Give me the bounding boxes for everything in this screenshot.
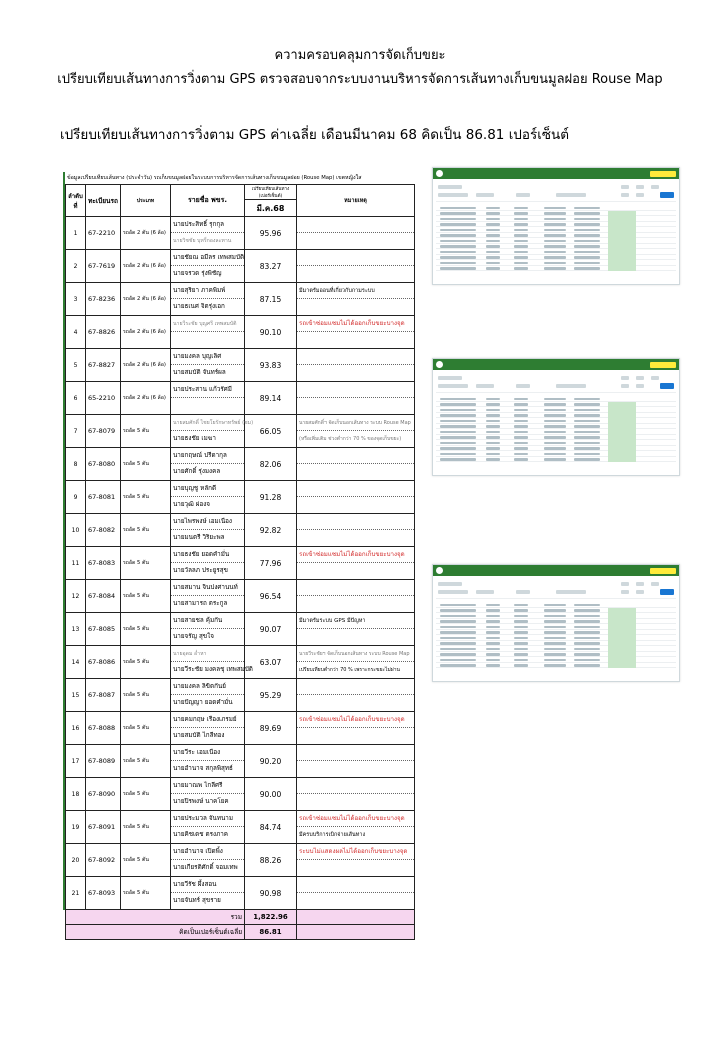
- row-drivers: [171, 250, 245, 283]
- driver-name: นายจรวด รุ่งพิชัญ: [173, 270, 222, 277]
- row-index: 1: [66, 217, 86, 250]
- driver-name: นายชัยณ อมีลร เทพสมบัติ: [171, 250, 244, 266]
- row-note: [297, 679, 415, 712]
- note-line: [297, 728, 414, 744]
- row-registration: 67-8080: [86, 448, 121, 481]
- app-logo-icon: [436, 567, 443, 574]
- row-registration: 67-8826: [86, 316, 121, 349]
- table-row: [66, 646, 415, 679]
- row-type: รถอัด 5 ตัน: [121, 613, 171, 646]
- row-registration: 67-8087: [86, 679, 121, 712]
- note-line: มีครบบริการเบิกจ่ายเส้นทาง: [299, 832, 366, 838]
- driver-name: นายมงคล บุญเลิศ: [171, 349, 244, 365]
- row-note: [297, 580, 415, 613]
- row-registration: 67-8827: [86, 349, 121, 382]
- driver-name: นายประสาน แก้วรัศมี: [171, 382, 244, 398]
- row-percent: 82.06: [245, 448, 297, 481]
- note-line: [297, 464, 414, 480]
- driver-name: นายมงคล ลิขิตกันย์: [171, 679, 244, 695]
- row-index: 21: [66, 877, 86, 910]
- row-type: รถอัด 5 ตัน: [121, 811, 171, 844]
- row-index: 12: [66, 580, 86, 613]
- row-percent: 92.82: [245, 514, 297, 547]
- row-registration: 67-8089: [86, 745, 121, 778]
- note-line: มีมาตรัมออนที่เกี่ยวกับกามระบบ: [297, 283, 414, 299]
- table-row: [66, 217, 415, 250]
- note-line: [297, 695, 414, 711]
- driver-name: [171, 332, 244, 348]
- row-index: 8: [66, 448, 86, 481]
- driver-name: นายคิชเดช ตรงภาค: [173, 831, 228, 838]
- header-note: หมายเหตุ: [297, 185, 415, 217]
- row-drivers: [171, 646, 253, 679]
- note-line: นายสมศักดิ์ฯ จัดเก็บนอกเส้นทาง ระบบ Rouse Map: [297, 415, 414, 431]
- row-type: รถอัด 2 ตัน (6 ล้อ): [121, 316, 171, 349]
- row-type: รถอัด 5 ตัน: [121, 778, 171, 811]
- row-percent: 93.83: [245, 349, 297, 382]
- row-percent: 88.26: [245, 844, 297, 877]
- driver-name: นายกฤษณ์ ปรีดากุล: [171, 448, 244, 464]
- table-row: [66, 679, 415, 712]
- header-registration: ทะเบียนรถ: [86, 185, 121, 217]
- table-row: [66, 613, 415, 646]
- row-drivers: [171, 514, 245, 547]
- header-drivers: รายชื่อ พขร.: [171, 185, 245, 217]
- note-line: [297, 563, 414, 579]
- table-row: [66, 349, 415, 382]
- filter-panel: [436, 182, 676, 202]
- row-registration: 67-8083: [86, 547, 121, 580]
- row-index: 3: [66, 283, 86, 316]
- average-label: คิดเป็นเปอร์เซ็นต์เฉลี่ย: [66, 925, 245, 940]
- user-badge: [650, 171, 676, 177]
- note-line: [297, 349, 414, 365]
- driver-name: นายมาณพ ไกลีศรี: [171, 778, 244, 794]
- note-line: [297, 893, 414, 909]
- header-month: มี.ค.68: [245, 200, 297, 217]
- row-note: [297, 877, 415, 910]
- row-percent: 83.27: [245, 250, 297, 283]
- driver-name: นายปัญญา ยอดคำมั่น: [173, 699, 233, 706]
- note-line: [297, 629, 414, 645]
- row-percent: 90.10: [245, 316, 297, 349]
- row-note: [297, 217, 415, 250]
- driver-name: นายสมศักดิ์ ไชยโยรักษาทรัพย์ (ชม): [171, 415, 244, 431]
- note-line: [297, 794, 414, 810]
- row-percent: 95.96: [245, 217, 297, 250]
- average-value: 86.81: [245, 925, 297, 940]
- search-button[interactable]: [660, 192, 674, 198]
- row-note: [297, 712, 415, 745]
- note-line: [297, 530, 414, 546]
- row-type: รถอัด 5 ตัน: [121, 745, 171, 778]
- row-type: รถอัด 5 ตัน: [121, 679, 171, 712]
- app-logo-icon: [436, 170, 443, 177]
- row-drivers: [171, 745, 245, 778]
- driver-name: นายสมบัติ ไกลีทอง: [173, 732, 225, 739]
- table-row: [66, 448, 415, 481]
- row-percent: 96.54: [245, 580, 297, 613]
- route-table: [436, 602, 676, 668]
- user-badge: [650, 362, 676, 368]
- driver-name: นายประมวล จันทนาม: [171, 811, 244, 827]
- filter-panel: [436, 579, 676, 599]
- row-type: รถอัด 5 ตัน: [121, 448, 171, 481]
- driver-name: นายสุริยา ภาคพิมพ์: [171, 283, 244, 299]
- row-index: 5: [66, 349, 86, 382]
- row-index: 11: [66, 547, 86, 580]
- row-percent: 84.74: [245, 811, 297, 844]
- row-index: 19: [66, 811, 86, 844]
- search-button[interactable]: [660, 383, 674, 389]
- row-type: รถอัด 2 ตัน (6 ล้อ): [121, 382, 171, 415]
- row-drivers: [171, 547, 245, 580]
- driver-name: นายวิชชัย บุหรี่กองละทาน: [173, 238, 232, 244]
- header-index: ลำดับที่: [66, 185, 86, 217]
- comparison-table-panel: [63, 172, 414, 936]
- row-index: 6: [66, 382, 86, 415]
- note-line: [297, 761, 414, 777]
- note-line: [297, 497, 414, 513]
- table-row: [66, 712, 415, 745]
- table-row: [66, 481, 415, 514]
- table-row: [66, 547, 415, 580]
- row-percent: 90.98: [245, 877, 297, 910]
- row-index: 7: [66, 415, 86, 448]
- row-percent: 89.14: [245, 382, 297, 415]
- row-percent: 63.07: [245, 646, 297, 679]
- row-type: รถอัด 5 ตัน: [121, 712, 171, 745]
- average-row: [66, 925, 415, 940]
- driver-name: นายธเนศ จิตรุ่งเอก: [173, 303, 225, 310]
- filter-panel: [436, 373, 676, 393]
- driver-name: นายคมกฤษ เรืองเภรมย์: [171, 712, 244, 728]
- row-percent: 90.07: [245, 613, 297, 646]
- page-subtitle: เปรียบเทียบเส้นทางการวิ่งตาม GPS ตรวจสอบจากระบบงานบริหารจัดการเส้นทางเก็บขนมูลฝอย Rouse Map: [57, 72, 663, 87]
- note-line: [297, 382, 414, 398]
- table-row: [66, 844, 415, 877]
- note-line: [297, 877, 414, 893]
- note-line: [297, 217, 414, 233]
- row-index: 14: [66, 646, 86, 679]
- total-label: รวม: [66, 910, 245, 925]
- row-index: 15: [66, 679, 86, 712]
- row-drivers: [171, 382, 245, 415]
- note-line: [297, 299, 414, 315]
- row-type: รถอัด 2 ตัน (6 ล้อ): [121, 250, 171, 283]
- row-registration: 67-8091: [86, 811, 121, 844]
- row-note: [297, 811, 415, 844]
- note-line: [297, 398, 414, 414]
- row-percent: 87.15: [245, 283, 297, 316]
- user-badge: [650, 568, 676, 574]
- note-line: นายวีระชัยฯ จัดเก็บนอกเส้นทาง ระบบ Rouse Map: [297, 646, 414, 662]
- note-line: เปรียบเทียบต่ำกว่า 70 % เพราะกระขยะไม่ผ่าน: [299, 667, 400, 673]
- row-note: [297, 349, 415, 382]
- row-index: 16: [66, 712, 86, 745]
- driver-name: นายวีระชัย มงคลชุ เทพสมบัติ: [173, 666, 253, 673]
- driver-name: นายอำนาจ สกุลพิสุทธ์: [173, 765, 233, 772]
- row-note: [297, 448, 415, 481]
- row-type: รถอัด 5 ตัน: [121, 415, 171, 448]
- row-drivers: [171, 415, 254, 448]
- total-value: 1,822.96: [245, 910, 297, 925]
- driver-name: นายวัลลภ ประยูรสุข: [173, 567, 228, 574]
- row-type: รถอัด 5 ตัน: [121, 547, 171, 580]
- row-note: [297, 415, 415, 448]
- driver-name: นายวุฒิ ผ่องจ: [173, 501, 210, 508]
- row-type: รถอัด 5 ตัน: [121, 580, 171, 613]
- row-note: [297, 613, 415, 646]
- table-row: [66, 514, 415, 547]
- row-percent: 77.96: [245, 547, 297, 580]
- note-line: รถเข้าซ่อมแซมไม่ได้ออกเก็บขยะบางจุด: [297, 712, 414, 728]
- driver-name: นายจรัญ สุขใจ: [173, 633, 214, 640]
- row-drivers: [171, 778, 245, 811]
- row-index: 2: [66, 250, 86, 283]
- app-header-bar: [433, 168, 679, 179]
- row-registration: 67-8093: [86, 877, 121, 910]
- row-index: 4: [66, 316, 86, 349]
- note-line: รถเข้าซ่อมแซมไม่ได้ออกเก็บขยะบางจุด: [297, 316, 414, 332]
- driver-name: นายสมบัติ จันทร์ผล: [173, 369, 226, 376]
- table-row: [436, 457, 676, 463]
- driver-name: นายอำนาจ เปิดพิ้ง: [171, 844, 244, 860]
- route-comparison-table: [65, 184, 415, 940]
- row-drivers: [171, 877, 245, 910]
- note-line: [297, 365, 414, 381]
- note-line: [297, 745, 414, 761]
- row-drivers: [171, 448, 245, 481]
- row-type: รถอัด 5 ตัน: [121, 514, 171, 547]
- row-type: รถอัด 2 ตัน (6 ล้อ): [121, 349, 171, 382]
- row-index: 10: [66, 514, 86, 547]
- row-drivers: [171, 316, 245, 349]
- note-line: [297, 250, 414, 266]
- driver-name: นายศักดิ์ รุ่งมงคล: [173, 468, 221, 475]
- row-note: [297, 481, 415, 514]
- row-registration: 67-8081: [86, 481, 121, 514]
- row-index: 13: [66, 613, 86, 646]
- driver-name: นายธงชัย ยอดคำมั่น: [171, 547, 244, 563]
- row-note: [297, 745, 415, 778]
- route-table: [436, 396, 676, 462]
- driver-name: นายบุญชู หลักดี: [171, 481, 244, 497]
- row-drivers: [171, 844, 245, 877]
- row-index: 17: [66, 745, 86, 778]
- driver-name: นายปิรพงษ์ นาคโยค: [173, 798, 229, 805]
- row-note: [297, 778, 415, 811]
- table-row: [66, 877, 415, 910]
- row-registration: 67-8236: [86, 283, 121, 316]
- row-registration: 67-8090: [86, 778, 121, 811]
- note-line: ระบบไม่แสดงผลไม่ได้ออกเก็บขยะบางจุด: [297, 844, 414, 860]
- table-caption: ข้อมูลเปรียบเทียบเส้นทาง (ประจำวัน) รถเก็บขนมูลฝอยในระบบการบริหารจัดการเส้นทางเก็บขนมูลฝอย (Rouse Map) เขตหญิงใส: [67, 175, 362, 181]
- row-drivers: [171, 217, 245, 250]
- row-registration: 67-8088: [86, 712, 121, 745]
- row-type: รถอัด 5 ตัน: [121, 844, 171, 877]
- note-line: [297, 448, 414, 464]
- note-line: [297, 233, 414, 249]
- row-note: [297, 316, 415, 349]
- route-table: [436, 205, 676, 271]
- row-percent: 95.29: [245, 679, 297, 712]
- row-drivers: [171, 283, 245, 316]
- header-type: ประเภท: [121, 185, 171, 217]
- table-row: [66, 811, 415, 844]
- note-line: [297, 679, 414, 695]
- row-registration: 67-8079: [86, 415, 121, 448]
- note-line: [297, 778, 414, 794]
- row-note: [297, 250, 415, 283]
- row-percent: 89.69: [245, 712, 297, 745]
- note-line: (หรือเพิ่มเติม ช่วงต่ำกว่า 70 % ของจุดเก็บขยะ): [299, 436, 402, 442]
- table-row: [66, 415, 415, 448]
- row-note: [297, 646, 415, 679]
- driver-name: นายประสิทธิ์ รุกกุล: [171, 217, 244, 233]
- note-line: มีมาตรัมระบบ GPS มีปัญหา: [297, 613, 414, 629]
- row-percent: 90.20: [245, 745, 297, 778]
- table-row: [436, 266, 676, 272]
- driver-name: นายธงชัย เมฆา: [173, 435, 216, 442]
- driver-name: [171, 398, 244, 414]
- row-drivers: [171, 349, 245, 382]
- row-registration: 67-8092: [86, 844, 121, 877]
- table-row: [66, 283, 415, 316]
- total-row: [66, 910, 415, 925]
- row-index: 18: [66, 778, 86, 811]
- driver-name: นายมนตรี วิริยะพล: [173, 534, 225, 541]
- row-type: รถอัด 5 ตัน: [121, 481, 171, 514]
- note-line: [297, 580, 414, 596]
- note-line: [297, 266, 414, 282]
- driver-name: นายอุดม อ่ำหา: [171, 646, 244, 662]
- row-percent: 66.05: [245, 415, 297, 448]
- table-row: [436, 663, 676, 669]
- app-logo-icon: [436, 361, 443, 368]
- note-line: [297, 860, 414, 876]
- header-percent: เปรียบเทียบเส้นทาง (เปอร์เซ็นต์): [245, 185, 297, 200]
- note-line: รถเข้าซ่อมแซมไม่ได้ออกเก็บขยะบางจุด: [297, 811, 414, 827]
- note-line: รถเข้าซ่อมแซมไม่ได้ออกเก็บขยะบางจุด: [297, 547, 414, 563]
- driver-name: นายสามารถ ตระกูล: [173, 600, 228, 607]
- row-note: [297, 514, 415, 547]
- row-registration: 67-2210: [86, 217, 121, 250]
- app-header-bar: [433, 565, 679, 576]
- table-row: [66, 316, 415, 349]
- row-drivers: [171, 712, 245, 745]
- table-row: [66, 580, 415, 613]
- row-percent: 90.00: [245, 778, 297, 811]
- note-line: [297, 596, 414, 612]
- row-percent: 91.28: [245, 481, 297, 514]
- driver-name: นายไพรพงษ์ เอมเนือง: [171, 514, 244, 530]
- driver-name: นายวีรัช ผึ้งสอน: [171, 877, 244, 893]
- row-note: [297, 547, 415, 580]
- note-line: [297, 481, 414, 497]
- row-drivers: [171, 481, 245, 514]
- row-drivers: [171, 679, 245, 712]
- row-drivers: [171, 811, 245, 844]
- row-type: รถอัด 5 ตัน: [121, 646, 171, 679]
- driver-name: นายวีระชัย บุญศรี เทพสมบัติ: [171, 316, 244, 332]
- row-note: [297, 283, 415, 316]
- table-row: [66, 250, 415, 283]
- row-note: [297, 382, 415, 415]
- search-button[interactable]: [660, 589, 674, 595]
- note-line: [297, 514, 414, 530]
- routemap-screenshot-3: [432, 564, 680, 682]
- row-registration: 65-2210: [86, 382, 121, 415]
- row-type: รถอัด 5 ตัน: [121, 877, 171, 910]
- table-row: [66, 382, 415, 415]
- table-row: [66, 745, 415, 778]
- driver-name: นายสายชล คุ้มกัน: [171, 613, 244, 629]
- row-drivers: [171, 580, 245, 613]
- row-index: 20: [66, 844, 86, 877]
- row-registration: 67-8086: [86, 646, 121, 679]
- routemap-screenshot-2: [432, 358, 680, 476]
- driver-name: นายสมาน จินปงศานนท์: [171, 580, 244, 596]
- app-header-bar: [433, 359, 679, 370]
- row-type: รถอัด 2 ตัน (6 ล้อ): [121, 283, 171, 316]
- table-row: [66, 778, 415, 811]
- row-registration: 67-7619: [86, 250, 121, 283]
- row-registration: 67-8085: [86, 613, 121, 646]
- note-line: [297, 332, 414, 348]
- summary-text: เปรียบเทียบเส้นทางการวิ่งตาม GPS ค่าเฉลี่ย เดือนมีนาคม 68 คิดเป็น 86.81 เปอร์เซ็นต์: [60, 127, 570, 143]
- row-type: รถอัด 2 ตัน (6 ล้อ): [121, 217, 171, 250]
- driver-name: นายเกียรติศักดิ์ จอมเทพ: [173, 864, 238, 871]
- routemap-screenshot-1: [432, 167, 680, 285]
- row-drivers: [171, 613, 245, 646]
- driver-name: นายวีระ เอมเนือง: [171, 745, 244, 761]
- row-index: 9: [66, 481, 86, 514]
- row-registration: 67-8084: [86, 580, 121, 613]
- row-registration: 67-8082: [86, 514, 121, 547]
- page-title: ความครอบคลุมการจัดเก็บขยะ: [274, 48, 446, 63]
- row-note: [297, 844, 415, 877]
- driver-name: นายจันทร์ สุขราย: [173, 897, 221, 904]
